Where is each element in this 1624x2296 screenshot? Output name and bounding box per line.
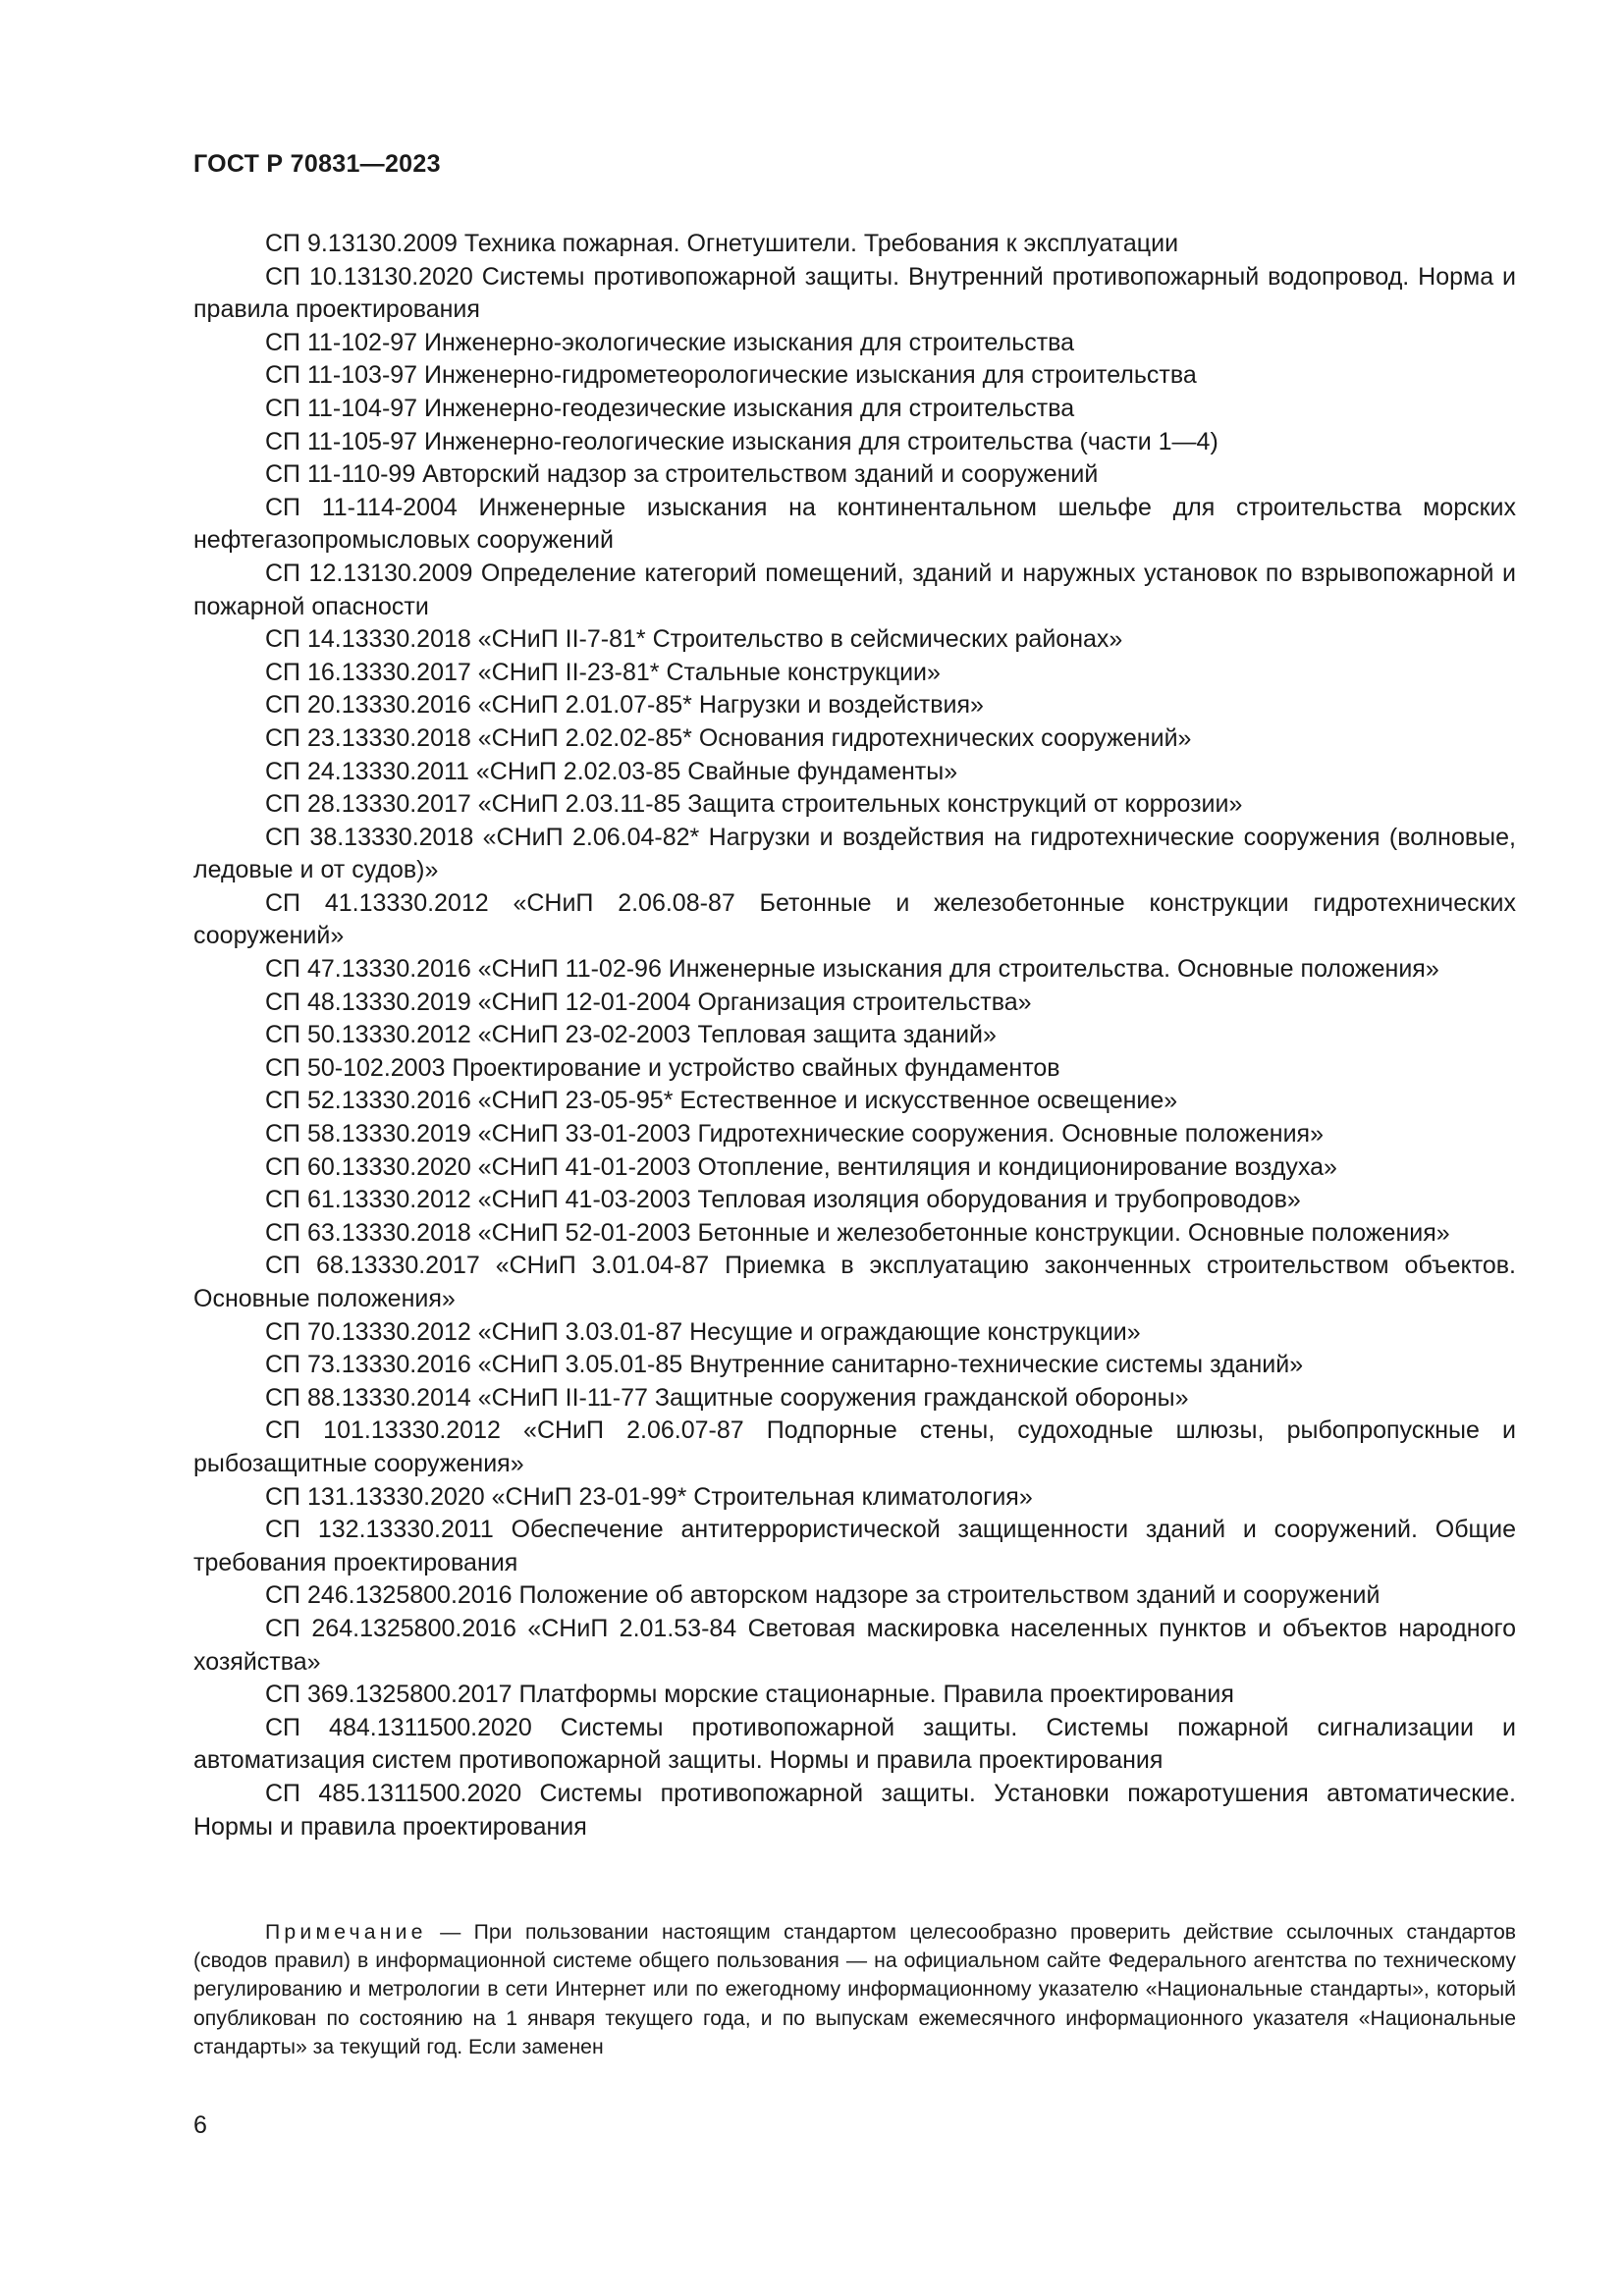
references-list bbox=[193, 228, 1516, 1843]
reference-item: СП 485.1311500.2020 Системы противопожарной защиты. Установки пожаротушения автоматические. Нормы и правила проектирования bbox=[193, 1779, 1516, 1841]
reference-item: СП 11-105-97 Инженерно-геологические изыскания для строительства (части 1—4) bbox=[265, 427, 1218, 455]
reference-item: СП 132.13330.2011 Обеспечение антитеррористической защищенности зданий и сооружений. Общие требования проектирования bbox=[193, 1516, 1516, 1576]
document-designation: ГОСТ Р 70831—2023 bbox=[193, 150, 441, 178]
reference-item: СП 101.13330.2012 «СНиП 2.06.07-87 Подпорные стены, судоходные шлюзы, рыбопропускные и рыбозащитные сооружения» bbox=[193, 1416, 1516, 1477]
reference-item: СП 48.13330.2019 «СНиП 12-01-2004 Организация строительства» bbox=[265, 988, 1032, 1016]
note-paragraph bbox=[193, 1918, 1516, 2061]
reference-item: СП 369.1325800.2017 Платформы морские стационарные. Правила проектирования bbox=[265, 1681, 1234, 1709]
reference-item: СП 484.1311500.2020 Системы противопожарной защиты. Системы пожарной сигнализации и автоматизация систем противопожарной защиты. Нормы и правила проектирования bbox=[193, 1713, 1516, 1775]
reference-item: СП 73.13330.2016 «СНиП 3.05.01-85 Внутренние санитарно-технические системы зданий» bbox=[265, 1351, 1304, 1379]
reference-item: СП 28.13330.2017 «СНиП 2.03.11-85 Защита строительных конструкций от коррозии» bbox=[265, 790, 1243, 819]
reference-item: СП 63.13330.2018 «СНиП 52-01-2003 Бетонные и железобетонные конструкции. Основные положения» bbox=[265, 1218, 1450, 1247]
reference-item: СП 9.13130.2009 Техника пожарная. Огнетушители. Требования к эксплуатации bbox=[265, 230, 1179, 257]
reference-item: СП 41.13330.2012 «СНиП 2.06.08-87 Бетонные и железобетонные конструкции гидротехнических сооружений» bbox=[193, 888, 1516, 950]
reference-item: СП 60.13330.2020 «СНиП 41-01-2003 Отопление, вентиляция и кондиционирование воздуха» bbox=[265, 1152, 1337, 1181]
reference-item: СП 10.13130.2020 Системы противопожарной защиты. Внутренний противопожарный водопровод. Норма и правила проектирования bbox=[193, 262, 1516, 324]
reference-item: СП 12.13130.2009 Определение категорий помещений, зданий и наружных установок по взрывопожарной и пожарной опасности bbox=[193, 559, 1516, 620]
reference-item: СП 11-102-97 Инженерно-экологические изыскания для строительства bbox=[265, 328, 1075, 356]
reference-item: СП 11-114-2004 Инженерные изыскания на континентальном шельфе для строительства морских нефтегазопромысловых сооружений bbox=[193, 493, 1516, 555]
reference-item: СП 58.13330.2019 «СНиП 33-01-2003 Гидротехнические сооружения. Основные положения» bbox=[265, 1120, 1324, 1148]
reference-item: СП 23.13330.2018 «СНиП 2.02.02-85* Основания гидротехнических сооружений» bbox=[265, 723, 1192, 752]
reference-item: СП 11-110-99 Авторский надзор за строительством зданий и сооружений bbox=[265, 460, 1099, 489]
reference-item: СП 70.13330.2012 «СНиП 3.03.01-87 Несущие и ограждающие конструкции» bbox=[265, 1317, 1141, 1346]
reference-item: СП 14.13330.2018 «СНиП II-7-81* Строительство в сейсмических районах» bbox=[265, 625, 1123, 654]
reference-item: СП 131.13330.2020 «СНиП 23-01-99* Строительная климатология» bbox=[265, 1482, 1033, 1511]
reference-item: СП 52.13330.2016 «СНиП 23-05-95* Естественное и искусственное освещение» bbox=[265, 1087, 1178, 1115]
reference-item: СП 246.1325800.2016 Положение об авторском надзоре за строительством зданий и сооружений bbox=[265, 1581, 1380, 1610]
reference-item: СП 50.13330.2012 «СНиП 23-02-2003 Тепловая защита зданий» bbox=[265, 1021, 997, 1049]
reference-item: СП 20.13330.2016 «СНиП 2.01.07-85* Нагрузки и воздействия» bbox=[265, 691, 984, 720]
reference-item: СП 88.13330.2014 «СНиП II-11-77 Защитные сооружения гражданской обороны» bbox=[265, 1383, 1189, 1412]
reference-item: СП 47.13330.2016 «СНиП 11-02-96 Инженерные изыскания для строительства. Основные положения» bbox=[265, 955, 1439, 984]
reference-item: СП 38.13330.2018 «СНиП 2.06.04-82* Нагрузки и воздействия на гидротехнические сооружения (волновые, ледовые и от судов)» bbox=[193, 823, 1516, 884]
reference-item: СП 11-104-97 Инженерно-геодезические изыскания для строительства bbox=[265, 394, 1075, 422]
reference-item: СП 68.13330.2017 «СНиП 3.01.04-87 Приемка в эксплуатацию законченных строительством объектов. Основные положения» bbox=[193, 1252, 1516, 1312]
reference-item: СП 61.13330.2012 «СНиП 41-03-2003 Тепловая изоляция оборудования и трубопроводов» bbox=[265, 1186, 1301, 1214]
reference-item: СП 24.13330.2011 «СНиП 2.02.03-85 Свайные фундаменты» bbox=[265, 757, 958, 785]
reference-item: СП 50-102.2003 Проектирование и устройство свайных фундаментов bbox=[265, 1053, 1060, 1082]
reference-item: СП 11-103-97 Инженерно-гидрометеорологические изыскания для строительства bbox=[265, 361, 1197, 390]
note-text: — При пользовании настоящим стандартом целесообразно проверить действие ссылочных стандартов (сводов правил) в информационной системе общего пользования — на официальном сайте Федерального агентства по техническому регулированию и метрологии в сети Интернет или по ежегодному информационному указателю «Национальные стандарты», который опубликован по состоянию на 1 января текущего года, и по выпускам ежемесячного информационного указателя «Национальные стандарты» за текущий год. Если заменен bbox=[193, 1921, 1516, 2058]
reference-item: СП 16.13330.2017 «СНиП II-23-81* Стальные конструкции» bbox=[265, 658, 941, 686]
note-label: Примечание bbox=[265, 1921, 427, 1944]
reference-item: СП 264.1325800.2016 «СНиП 2.01.53-84 Световая маскировка населенных пунктов и объектов народного хозяйства» bbox=[193, 1614, 1516, 1676]
page-number: 6 bbox=[193, 2111, 207, 2139]
